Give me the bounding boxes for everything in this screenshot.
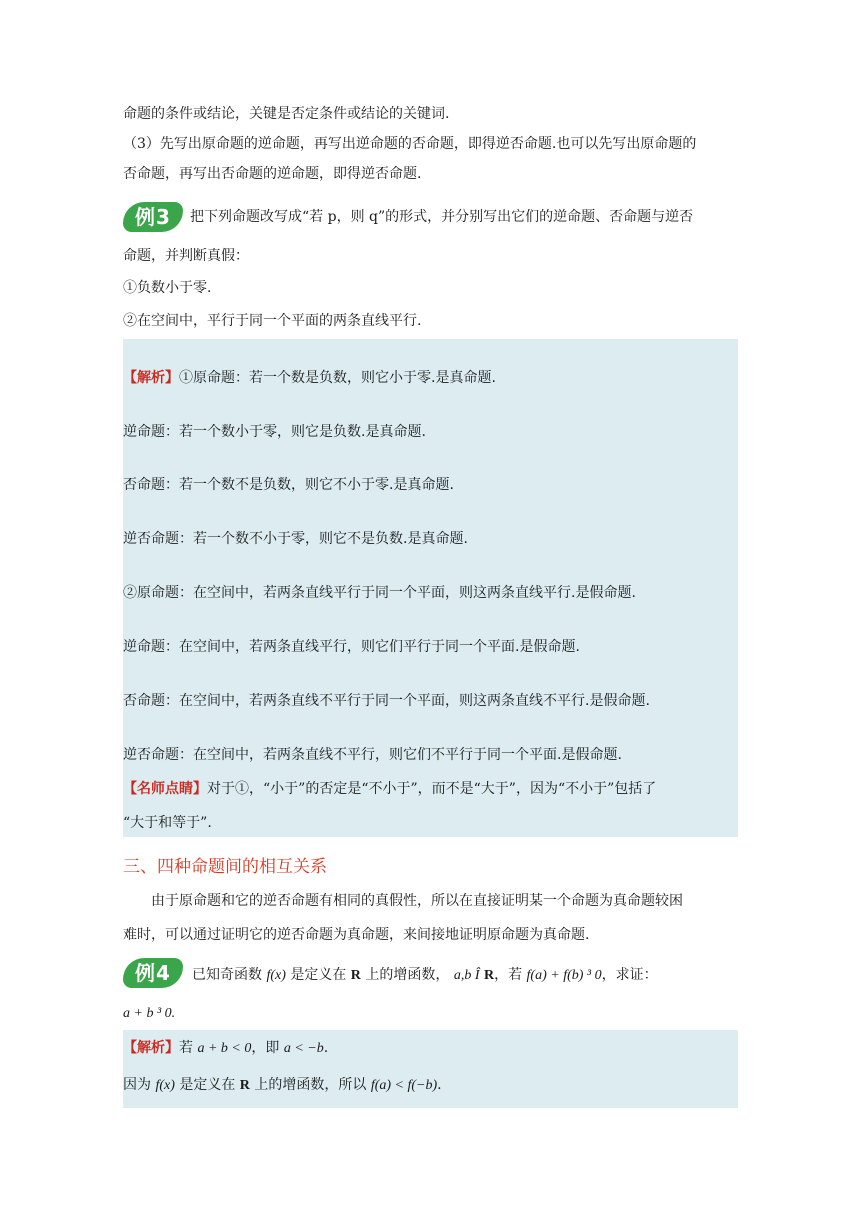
tip-line-1: 【名师点睛】对于①，“小于”的否定是“不小于”，而不是“大于”，因为“不小于”包括了 <box>123 781 657 797</box>
example-3-item-2: ②在空间中，平行于同一个平面的两条直线平行. <box>123 313 422 329</box>
intro-line-1: 命题的条件或结论，关键是否定条件或结论的关键词. <box>123 106 450 122</box>
solution-tag: 【解析】 <box>123 370 179 386</box>
solution-line-7: 否命题：在空间中，若两条直线不平行于同一个平面，则这两条直线不平行.是假命题. <box>123 693 650 709</box>
example-3-question-line-2: 命题，并判断真假： <box>123 248 249 264</box>
section-para-line-2: 难时，可以通过证明它的逆否命题为真命题，来间接地证明原命题为真命题. <box>123 927 590 943</box>
intro-line-3: 否命题，再写出否命题的逆命题，即得逆否命题. <box>123 166 422 182</box>
section-heading: 三、四种命题间的相互关系 <box>123 857 327 877</box>
solution-line-6: 逆命题：在空间中，若两条直线平行，则它们平行于同一个平面.是假命题. <box>123 639 580 655</box>
tip-tag: 【名师点睛】 <box>123 781 207 797</box>
real-set-symbol-2: R <box>483 968 495 983</box>
solution-line-3: 否命题：若一个数不是负数，则它不小于零.是真命题. <box>123 477 454 493</box>
example-4-badge: 例4 <box>123 958 183 988</box>
real-set-symbol: R <box>350 968 361 983</box>
solution-line-2: 逆命题：若一个数小于零，则它是负数.是真命题. <box>123 424 426 440</box>
solution-line-8: 逆否命题：在空间中，若两条直线不平行，则它们不平行于同一个平面.是假命题. <box>123 747 622 763</box>
example-4-question-line-1: 已知奇函数 f(x) 是定义在 R 上的增函数， a,b Î R，若 f(a) + f(b) ³ 0，求证： <box>192 967 658 983</box>
example-3-item-1: ①负数小于零. <box>123 280 212 296</box>
solution-tag-2: 【解析】 <box>123 1040 179 1056</box>
tip-line-2: “大于和等于”. <box>123 815 212 831</box>
math-ab: a,b Î <box>453 968 480 983</box>
intro-line-2: （3）先写出原命题的逆命题，再写出逆命题的否命题，即得逆否命题.也可以先写出原命题的 <box>123 136 697 152</box>
math-condition: f(a) + f(b) ³ 0 <box>526 968 602 983</box>
example-4-solution-line-2: 因为 f(x) 是定义在 R 上的增函数，所以 f(a) < f(−b). <box>123 1077 442 1093</box>
example-4-solution-line-1: 【解析】若 a + b < 0，即 a < −b. <box>123 1040 329 1056</box>
solution-line-5: ②原命题：在空间中，若两条直线平行于同一个平面，则这两条直线平行.是假命题. <box>123 585 636 601</box>
math-fx: f(x) <box>266 968 286 983</box>
example-4-question-line-2: a + b ³ 0. <box>123 1006 176 1021</box>
solution-line-4: 逆否命题：若一个数不小于零，则它不是负数.是真命题. <box>123 531 468 547</box>
example-3-question-line-1: 把下列命题改写成“若 p，则 q”的形式，并分别写出它们的逆命题、否命题与逆否 <box>190 209 694 225</box>
example-3-badge: 例3 <box>123 202 183 232</box>
section-para-line-1: 由于原命题和它的逆否命题有相同的真假性，所以在直接证明某一个命题为真命题较困 <box>151 893 683 909</box>
solution-line-1: 【解析】①原命题：若一个数是负数，则它小于零.是真命题. <box>123 370 496 386</box>
